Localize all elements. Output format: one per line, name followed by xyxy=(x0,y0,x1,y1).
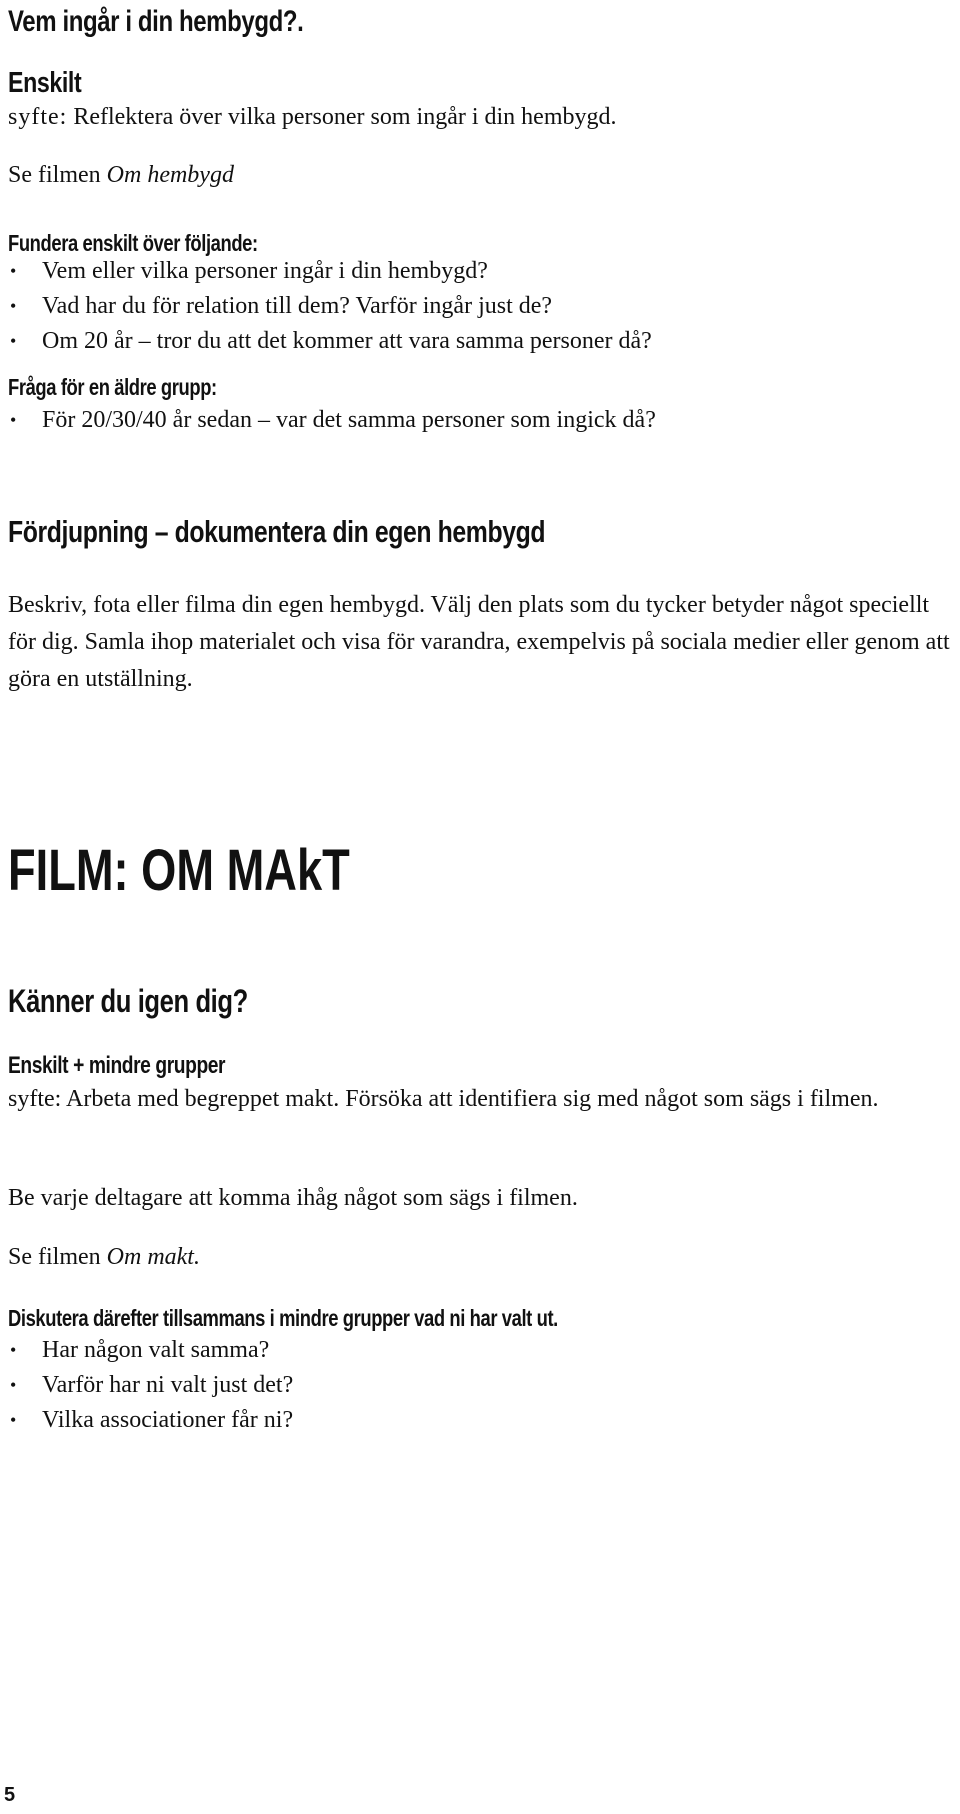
list-item: • Om 20 år – tror du att det kommer att vara samma personer då? xyxy=(8,324,652,359)
list-item: • Vem eller vilka personer ingår i din hembygd? xyxy=(8,254,652,289)
instruction-line: Be varje deltagare att komma ihåg något som sägs i filmen. xyxy=(8,1185,578,1211)
list-item: • Varför har ni valt just det? xyxy=(8,1368,293,1403)
list-item: • För 20/30/40 år sedan – var det samma personer som ingick då? xyxy=(8,403,656,438)
film-title: Om makt. xyxy=(106,1244,200,1270)
film-line xyxy=(8,158,234,192)
film-line xyxy=(8,1240,200,1274)
consider-list xyxy=(8,254,652,359)
page-number: 5 xyxy=(4,1784,15,1806)
section-mode: Enskilt xyxy=(8,67,82,99)
list-item: • Har någon valt samma? xyxy=(8,1333,293,1368)
film-heading: FILM: OM MAkT xyxy=(8,838,350,903)
purpose-label: syfte: xyxy=(8,104,68,130)
purpose-line xyxy=(8,100,617,134)
film-section-mode: Enskilt + mindre grupper xyxy=(8,1052,226,1079)
deepening-heading: Fördjupning – dokumentera din egen hembygd xyxy=(8,514,546,549)
film-section-title: Känner du igen dig? xyxy=(8,983,248,1019)
section-title: Vem ingår i din hembygd?. xyxy=(8,5,304,38)
purpose-label: syfte: xyxy=(8,1086,62,1112)
list-item: • Vilka associationer får ni? xyxy=(8,1403,293,1438)
deepening-text: Beskriv, fota eller filma din egen hembygd. Välj den plats som du tycker betyder något speciellt för dig. Samla ihop materialet och visa för varandra, exempelvis på sociala medier eller genom att göra en utställning. xyxy=(8,592,950,692)
purpose-text: Reflektera över vilka personer som ingår i din hembygd. xyxy=(67,104,617,130)
film-prefix: Se filmen xyxy=(8,162,107,188)
discuss-list xyxy=(8,1333,293,1438)
older-group-list xyxy=(8,403,656,438)
film-purpose xyxy=(8,1083,956,1115)
discuss-heading: Diskutera därefter tillsammans i mindre grupper vad ni har valt ut. xyxy=(8,1305,558,1331)
film-title: Om hembygd xyxy=(106,162,234,188)
consider-heading: Fundera enskilt över följande: xyxy=(8,230,258,256)
purpose-text: Arbeta med begreppet makt. Försöka att identifiera sig med något som sägs i filmen. xyxy=(61,1086,879,1112)
film-prefix: Se filmen xyxy=(8,1244,107,1270)
older-group-heading: Fråga för en äldre grupp: xyxy=(8,374,217,400)
list-item: • Vad har du för relation till dem? Varför ingår just de? xyxy=(8,289,652,324)
